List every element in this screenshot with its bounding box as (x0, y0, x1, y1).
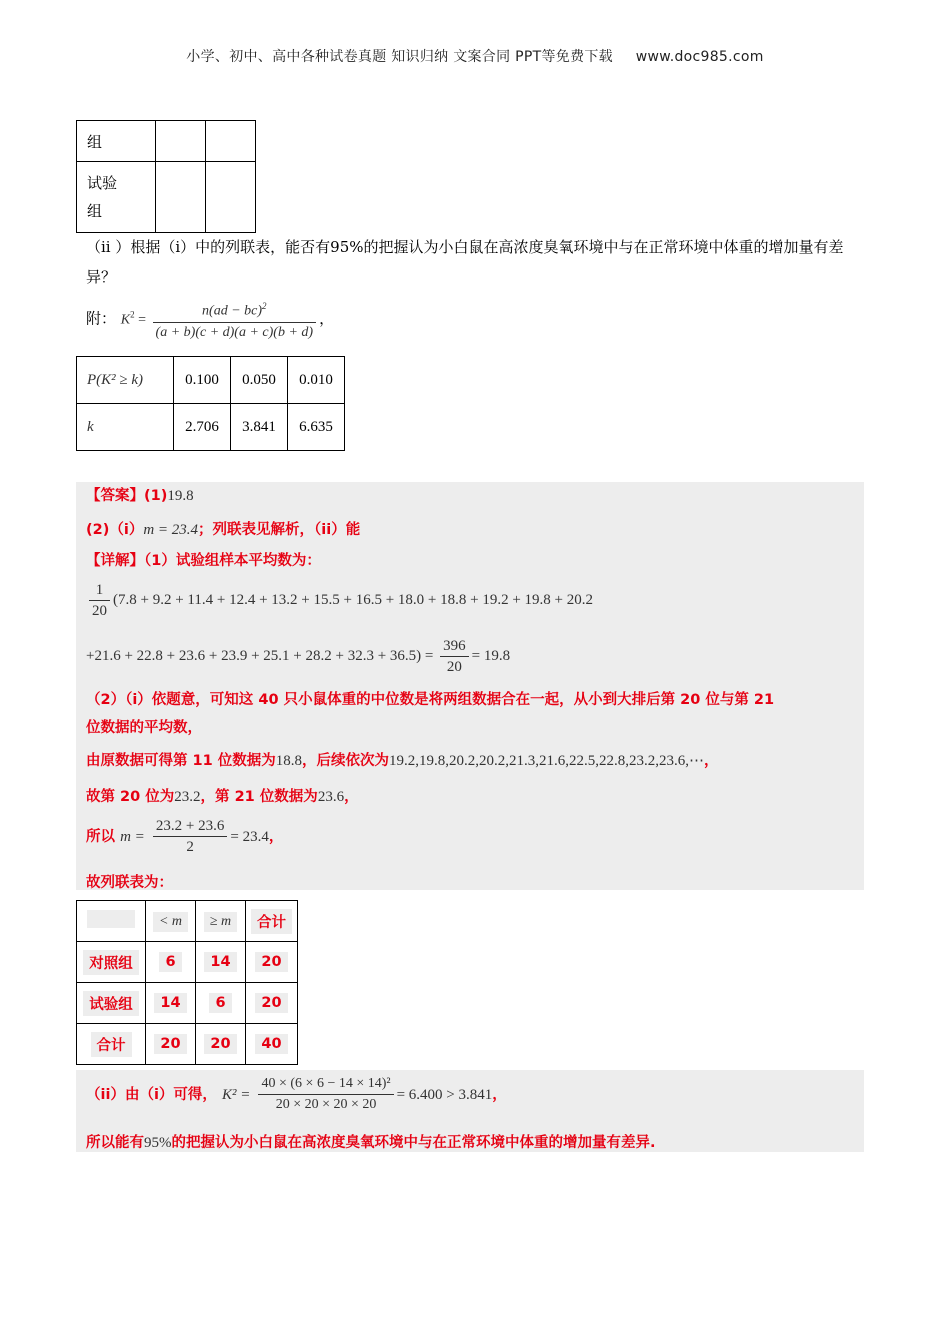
table-cell: 试验组 (77, 162, 156, 233)
table-cell: P(K² ≥ k) (77, 357, 174, 404)
table-cell: 14 (146, 983, 196, 1024)
header-url[interactable]: www.doc985.com (635, 49, 764, 65)
answer-line-2: (2)（i）m = 23.4；列联表见解析，（ii）能 (86, 522, 361, 538)
p2-line-2: 位数据的平均数， (86, 720, 202, 736)
critical-value-table (76, 356, 345, 451)
table-cell: 组 (77, 121, 156, 162)
table-cell: 对照组 (77, 942, 146, 983)
p2-line-6: 故列联表为： (86, 875, 173, 891)
header-text: 小学、初中、高中各种试卷真题 知识归纳 文案合同 PPT等免费下载 (186, 49, 613, 65)
table-cell: 20 (246, 983, 298, 1024)
table-cell: 6.635 (288, 404, 345, 451)
table-cell: 0.050 (231, 357, 288, 404)
part-ii-line-1: （ii）由（i）可得， K² = $\frac{\text{40 × (6 × 6 − 14 × 14)²}}{20 \times 20 \times 20 \times 20}$ = 6.400 > 3.841， (86, 1076, 507, 1112)
formula-fraction: $\frac{n(ad - bc)^2}{(a + b)(c + d)(a + c)(b + d)}$ (153, 296, 317, 343)
p2-line-4: 故第 20 位为23.2，第 21 位数据为23.6， (86, 789, 359, 805)
answer-line-1: 【答案】(1)19.8 (86, 488, 194, 504)
table-cell: 3.841 (231, 404, 288, 451)
table-cell (156, 162, 206, 233)
table-cell: 40 (246, 1024, 298, 1065)
table-cell: 20 (196, 1024, 246, 1065)
formula-label: 附： (86, 309, 117, 328)
contingency-table (76, 900, 298, 1065)
table-cell: 20 (146, 1024, 196, 1065)
detail-label: 【详解】（1）试验组样本平均数为： (86, 553, 321, 569)
part-ii-conclusion: 所以能有95%的把握认为小白鼠在高浓度臭氧环境中与在正常环境中体重的增加量有差异. (86, 1135, 656, 1151)
table-cell: k (77, 404, 174, 451)
table-cell: 2.706 (174, 404, 231, 451)
p2-line-5: 所以 m = $\frac{23.2 + 23.6}{2}$ = 23.4， (86, 818, 284, 855)
table-cell: 20 (246, 942, 298, 983)
table-cell: 0.010 (288, 357, 345, 404)
table-cell (156, 121, 206, 162)
table-cell: 试验组 (77, 983, 146, 1024)
question-ii: （ii ）根据（i）中的列联表，能否有95%的把握认为小白鼠在高浓度臭氧环境中与在正常环境中体重的增加量有差异？ (86, 238, 844, 286)
table-cell (77, 901, 146, 942)
table-cell (206, 121, 256, 162)
formula-lhs: K (120, 312, 131, 328)
table-cell: ≥ m (196, 901, 246, 942)
table-cell: 0.100 (174, 357, 231, 404)
table-cell: 6 (146, 942, 196, 983)
top-table (76, 120, 256, 233)
mean-line-2: +21.6 + 22.8 + 23.6 + 23.9 + 25.1 + 28.2 + 32.3 + 36.5) = $\frac{396}{20}$ = 19.8 (86, 638, 511, 675)
table-cell: 6 (196, 983, 246, 1024)
table-cell: < m (146, 901, 196, 942)
p2-line-3: 由原数据可得第 11 位数据为18.8，后续依次为19.2,19.8,20.2,20.2,21.3,21.6,22.5,22.8,23.2,23.6,⋯， (86, 753, 719, 769)
page-header (0, 46, 950, 66)
table-cell: 合计 (246, 901, 298, 942)
table-cell (206, 162, 256, 233)
table-cell: 合计 (77, 1024, 146, 1065)
mean-line-1: $\frac{1}{20}$ (7.8 + 9.2 + 11.4 + 12.4 + 13.2 + 15.5 + 16.5 + 18.0 + 18.8 + 19.2 + 19.8 + 20.2 (86, 580, 593, 621)
formula: 附： $K^2$ = $\frac{n(ad - bc)^2}{(a + b)(c + d)(a + c)(b + d)}$ ， (86, 296, 334, 343)
p2-line-1: （2）（i）依题意，可知这 40 只小鼠体重的中位数是将两组数据合在一起，从小到大排后第 20 位与第 21 (86, 692, 775, 708)
table-cell: 14 (196, 942, 246, 983)
